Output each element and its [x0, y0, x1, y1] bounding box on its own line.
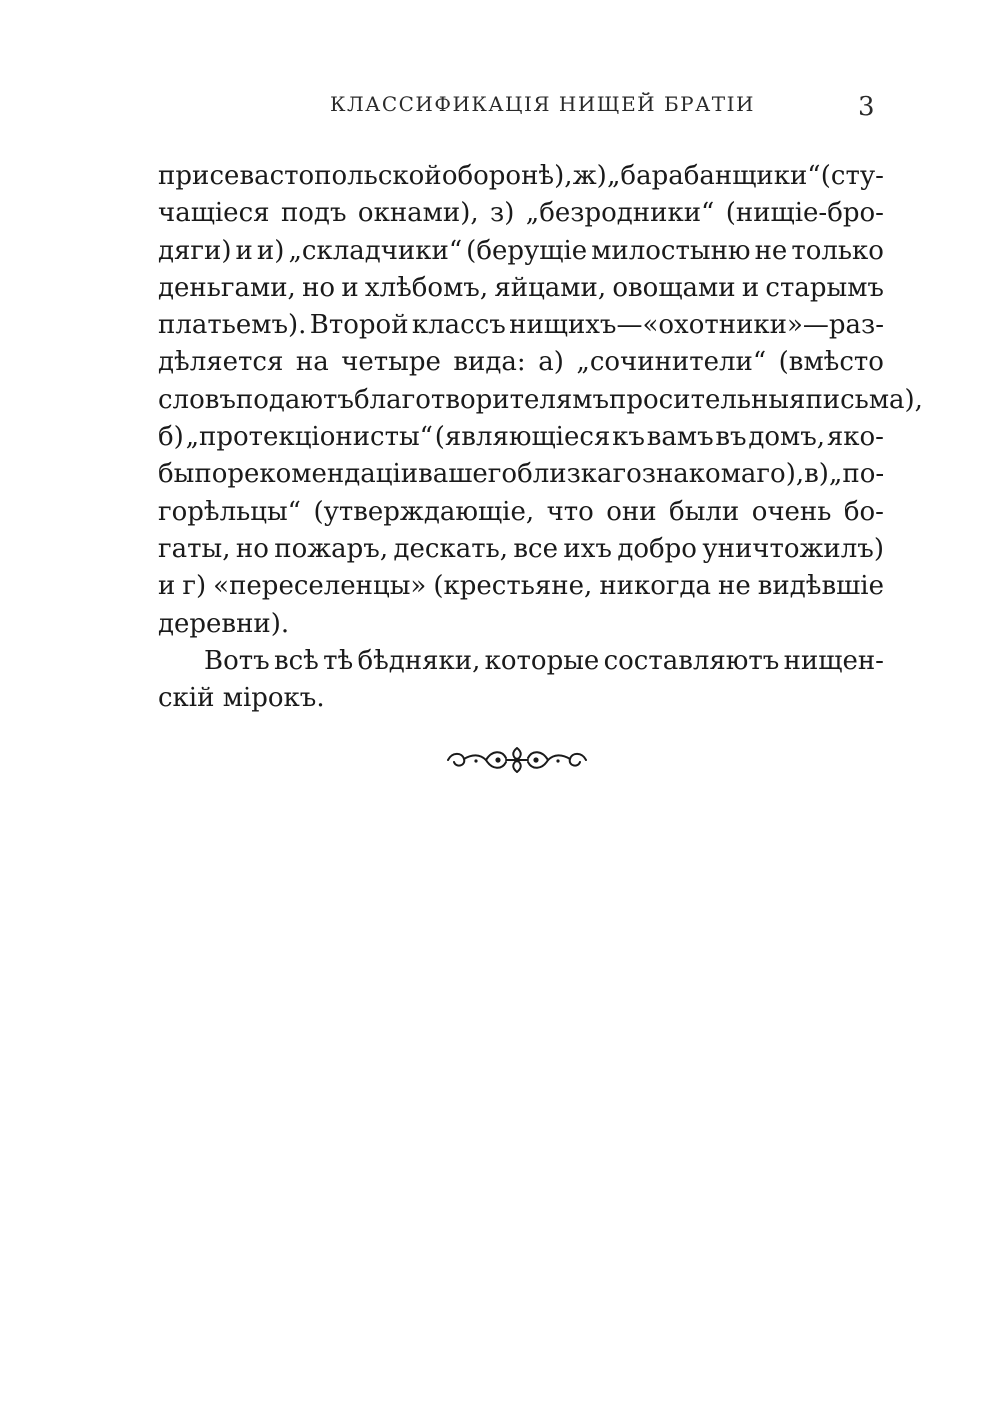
text-line: платьемъ). Второй классъ нищихъ—«охотники»—раз-	[158, 310, 884, 341]
text-line: и г) «переселенцы» (крестьяне, никогда не видѣвшіе	[158, 571, 884, 602]
text-line: дѣляется на четыре вида: а) „сочинители“ (вмѣсто	[158, 347, 884, 378]
running-title: КЛАССИФИКАЦІЯ НИЩЕЙ БРАТІИ	[330, 92, 755, 116]
body-text	[158, 158, 923, 717]
paragraph-2	[158, 643, 884, 718]
text-line: чащіеся подъ окнами), з) „безродники“ (нищіе-бро-	[158, 198, 884, 229]
text-line: Вотъ всѣ тѣ бѣдняки, которые составляютъ нищен-	[204, 645, 884, 676]
text-line: бы по рекомендаціи вашего близкаго знакомаго), в) „по-	[158, 459, 885, 490]
page-number: 3	[858, 92, 875, 122]
text-line: словъ подаютъ благотворителямъ просительныя письма),	[158, 384, 923, 415]
text-line: горѣльцы“ (утверждающіе, что они были очень бо-	[158, 496, 884, 527]
text-line: гаты, но пожаръ, дескать, все ихъ добро уничтожилъ)	[158, 533, 884, 564]
paragraph-1	[158, 158, 923, 643]
text-line: деревни).	[158, 608, 290, 639]
text-line: деньгами, но и хлѣбомъ, яйцами, овощами и старымъ	[158, 272, 884, 303]
text-line: скій мірокъ.	[158, 683, 325, 714]
floral-tailpiece-icon	[442, 742, 592, 778]
text-line: при севастопольской оборонѣ), ж) „барабанщики“ (сту-	[158, 161, 884, 191]
text-line: дяги) и и) „складчики“ (берущіе милостыню не только	[158, 235, 884, 266]
text-line: б) „протекціонисты“ (являющіеся къ вамъ въ домъ, яко-	[158, 422, 884, 453]
